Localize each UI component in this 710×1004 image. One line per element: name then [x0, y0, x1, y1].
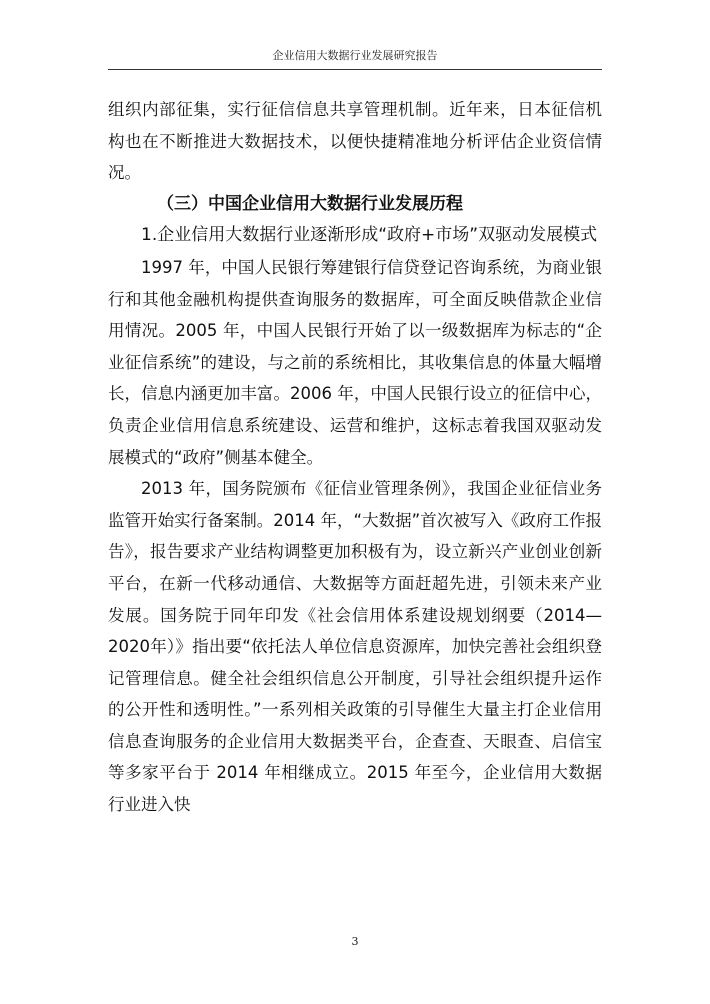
paragraph-intro: 组织内部征集，实行征信信息共享管理机制。近年来，日本征信机构也在不断推进大数据技术，以便快捷精准地分析评估企业资信情况。: [108, 100, 602, 183]
running-header: 企业信用大数据行业发展研究报告: [108, 47, 602, 70]
subsection-heading: 1.企业信用大数据行业逐渐形成“政府+市场”双驱动发展模式: [141, 225, 598, 246]
paragraph-1997: 1997 年，中国人民银行筹建银行信贷登记咨询系统，为商业银行和其他金融机构提供查询服务的数据库，可全面反映借款企业信用情况。2005 年，中国人民银行开始了以一级数据库为标志的“企业征信系统”的建设，与之前的系统相比，其收集信息的体量大幅增长，信息内涵更加丰富。2006 年，中国人民银行设立的征信中心，负责企业信用信息系统建设、运营和维护，这标志着我国双驱动发展模式的“政府”侧基本健全。: [108, 257, 602, 467]
page-body: [108, 94, 602, 821]
paragraph-2013: 2013 年，国务院颁布《征信业管理条例》，我国企业征信业务监管开始实行备案制。2014 年，“大数据”首次被写入《政府工作报告》，报告要求产业结构调整更加积极有为，设立新兴产业创业创新平台，在新一代移动通信、大数据等方面赶超先进，引领未来产业发展。国务院于同年印发《社会信用体系建设规划纲要（2014—2020年）》指出要“依托法人单位信息资源库，加快完善社会组织登记管理信息。健全社会组织信息公开制度，引导社会组织提升运作的公开性和透明性。”一系列相关政策的引导催生大量主打企业信用信息查询服务的企业信用大数据类平台，企查查、天眼查、启信宝等多家平台于 2014 年相继成立。2015 年至今，企业信用大数据行业进入快: [108, 479, 602, 815]
section-heading: （三）中国企业信用大数据行业发展历程: [157, 193, 463, 214]
page-number: 3: [351, 935, 359, 948]
